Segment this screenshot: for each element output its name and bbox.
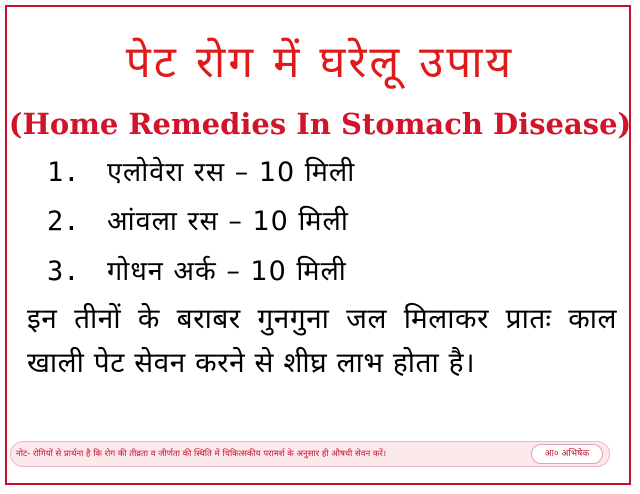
- remedy-text: गोधन अर्क – 10 मिली: [107, 256, 347, 287]
- remedy-number: 2.: [47, 206, 80, 237]
- remedy-text: आंवला रस – 10 मिली: [107, 206, 349, 237]
- card-frame: [5, 5, 631, 485]
- remedy-number: 1.: [47, 157, 80, 188]
- author-badge: आ० अभिषेक: [531, 444, 603, 464]
- remedy-number: 3.: [47, 256, 80, 287]
- remedy-item-2: [47, 202, 349, 242]
- instruction-paragraph: इन तीनों के बराबर गुनगुना जल मिलाकर प्रातः काल खाली पेट सेवन करने से शीघ्र लाभ होता है।: [27, 302, 617, 379]
- footer-note: नोट- रोगियों से प्रार्थना है कि रोग की तीव्रता व जीर्णता की स्थिति में चिकित्सकीय परामर्श के अनुसार ही औषधी सेवन करें।: [16, 449, 387, 459]
- remedy-item-3: [47, 252, 347, 292]
- remedy-item-1: [47, 153, 355, 193]
- page-title: पेट रोग में घरेलू उपाय: [125, 37, 515, 88]
- remedy-text: एलोवेरा रस – 10 मिली: [107, 157, 356, 188]
- page-subtitle: (Home Remedies In Stomach Disease): [8, 107, 632, 141]
